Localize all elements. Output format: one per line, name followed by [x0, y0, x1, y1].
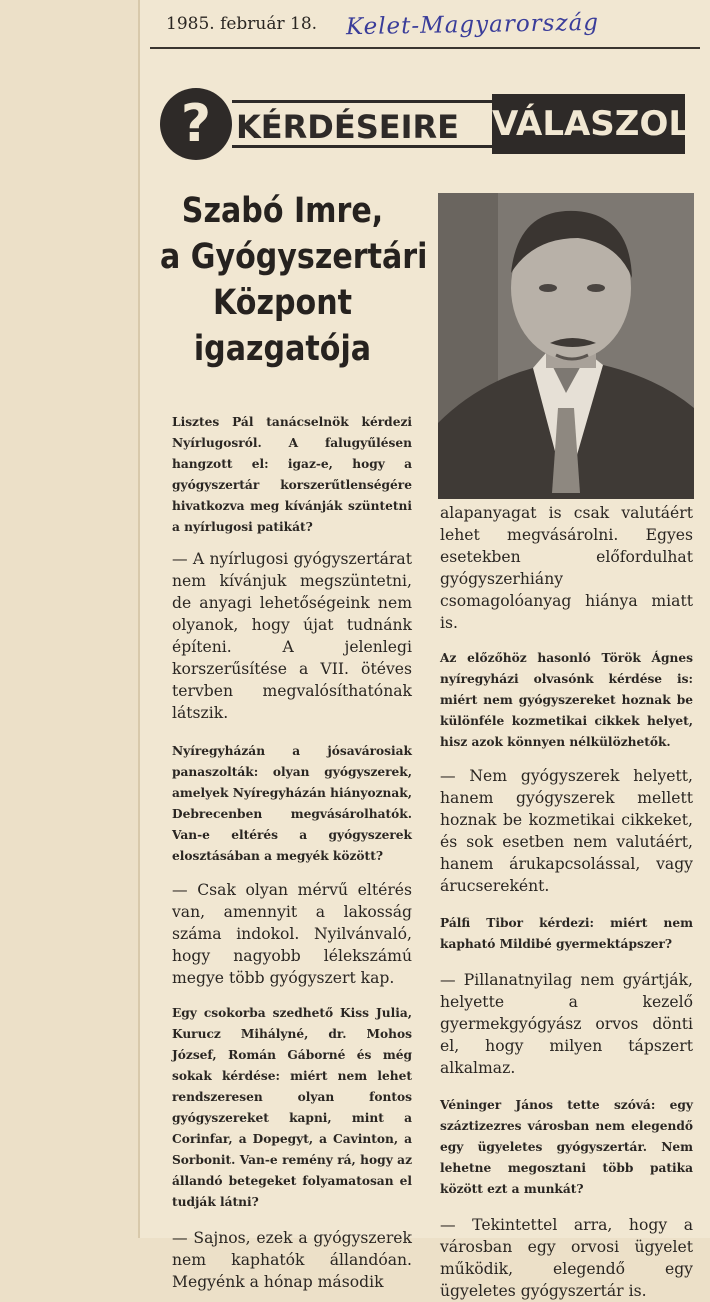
section-banner — [160, 88, 691, 160]
portrait-photo — [438, 193, 694, 499]
article-headline — [159, 188, 428, 372]
question-paragraph: Pálfi Tibor kérdezi: miért nem kapható Mildibé gyermektápszer? — [440, 916, 693, 951]
question-paragraph: Nyíregyházán a jósavárosiak panaszolták: olyan gyógyszerek, amelyek Nyíregyházán hiányoznak, Debrecenben megvásárolhatók. Van-e eltérés a gyógyszerek elosztásában a megyék között? — [172, 744, 412, 863]
question-paragraph: Véninger János tette szóvá: egy száztizezres városban nem elegendő egy ügyeletes gyógyszertár. Nem lehetne megosztani több patika között ezt a munkát? — [440, 1098, 693, 1196]
headline-line: Szabó Imre, — [181, 191, 384, 231]
question-paragraph: Lisztes Pál tanácselnök kérdezi Nyírlugosról. A falugyűlésen hangzott el: igaz-e, hogy a gyógyszertár korszerűtlenségére hivatkozva meg kívánják szüntetni a nyírlugosi patikát? — [172, 415, 412, 534]
right-column — [440, 502, 693, 1302]
header-rule — [150, 47, 700, 49]
banner-left-word: KÉRDÉSEIRE — [232, 100, 644, 148]
left-column — [172, 412, 412, 1293]
portrait-illustration — [438, 193, 694, 499]
answer-paragraph: — Csak olyan mérvű eltérés van, amennyit a lakosság száma indokol. Nyilvánvaló, hogy nagyobb lélekszámú megye több gyógyszert kap. — [172, 881, 412, 987]
answer-paragraph: alapanyagat is csak valutáért lehet megvásárolni. Egyes esetekben előfordulhat gyógyszerhiány csomagolóanyag hiánya miatt is. — [440, 504, 693, 632]
publication-date: 1985. február 18. — [166, 14, 318, 34]
answer-paragraph: — Sajnos, ezek a gyógyszerek nem kaphatók állandóan. Megyénk a hónap második — [172, 1229, 412, 1291]
answer-paragraph: — Pillanatnyilag nem gyártják, helyette a kezelő gyermekgyógyász orvos dönti el, hogy milyen tápszert alkalmaz. — [440, 971, 693, 1077]
headline-line: igazgatója — [193, 329, 372, 369]
answer-paragraph: — Nem gyógyszerek helyett, hanem gyógyszerek mellett hoznak be kozmetikai cikkeket, és sok esetben nem valutáért, hanem árukapcsolással, vagy árucsereként. — [440, 767, 693, 895]
handwritten-source-note: Kelet-Magyarország — [345, 9, 600, 41]
question-paragraph: Az előzőhöz hasonló Török Ágnes nyíregyházi olvasónk kérdése is: miért nem gyógyszereket hoznak be különféle kozmetikai cikkek helyet, hisz azok könnyen nélkülözhetők. — [440, 651, 693, 749]
question-mark-icon: ? — [160, 88, 232, 160]
answer-paragraph: — Tekintettel arra, hogy a városban egy orvosi ügyelet működik, elegendő egy ügyeletes gyógyszertár is. — [440, 1216, 693, 1300]
answer-paragraph: — A nyírlugosi gyógyszertárat nem kívánjuk megszüntetni, de anyagi lehetőségeink nem olyanok, hogy újat tudnánk építeni. A jelenlegi korszerűsítése a VII. ötéves tervben megvalósíthatónak látszik. — [172, 550, 412, 722]
question-paragraph: Egy csokorba szedhető Kiss Julia, Kurucz Mihályné, dr. Mohos József, Román Gáborné és még sokak kérdése: miért nem lehet rendszeresen olyan fontos gyógyszereket kapni, mint a Corinfar, a Dopegyt, a Cavinton, a Sorbonit. Van-e remény rá, hogy az állandó betegeket folyamatosan el tudják látni? — [172, 1006, 412, 1209]
headline-line: Központ — [212, 283, 353, 323]
headline-line: a Gyógyszertári — [159, 237, 428, 277]
clipping-edge — [138, 0, 140, 1238]
banner-right-word: VÁLASZOL — [492, 94, 685, 154]
